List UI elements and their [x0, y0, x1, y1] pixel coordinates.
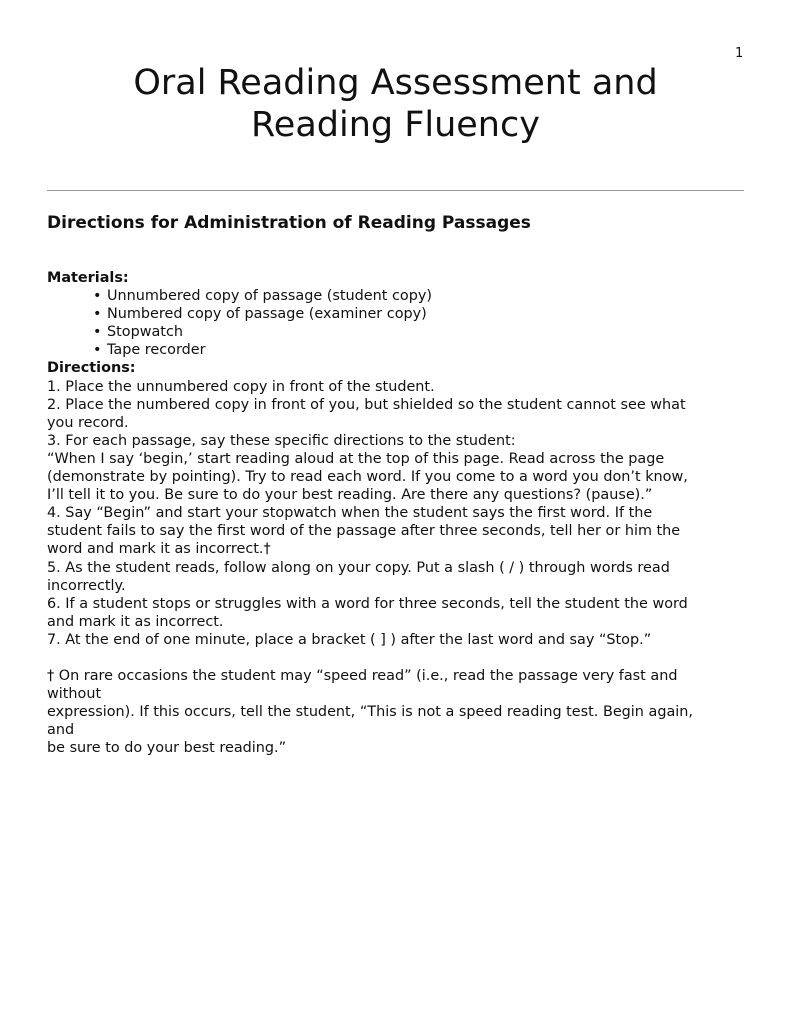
- list-item: [93, 287, 747, 305]
- footnote-line: expression). If this occurs, tell the student, “This is not a speed reading test. Begin again,: [47, 704, 693, 721]
- page-title: [47, 62, 744, 146]
- direction-line: I’ll tell it to you. Be sure to do your best reading. Are there any questions? (pause).”: [47, 487, 653, 504]
- direction-line: and mark it as incorrect.: [47, 613, 224, 630]
- footnote-line: without: [47, 686, 102, 703]
- list-item-text: Stopwatch: [107, 324, 183, 341]
- footnote-line: be sure to do your best reading.”: [47, 740, 287, 757]
- list-item: [93, 341, 747, 359]
- direction-line: 7. At the end of one minute, place a bracket ( ] ) after the last word and say “Stop.”: [47, 631, 652, 648]
- direction-line: 2. Place the numbered copy in front of you, but shielded so the student cannot see what: [47, 396, 686, 413]
- direction-line: 4. Say “Begin” and start your stopwatch when the student says the first word. If the: [47, 505, 653, 522]
- list-item: [93, 323, 747, 341]
- direction-line: “When I say ‘begin,’ start reading aloud at the top of this page. Read across the page: [47, 450, 665, 467]
- direction-line: 6. If a student stops or struggles with a word for three seconds, tell the student the word: [47, 595, 688, 612]
- footnote: [47, 667, 747, 757]
- directions-text: [47, 378, 747, 649]
- list-item: [93, 305, 747, 323]
- direction-line: student fails to say the first word of the passage after three seconds, tell her or him the: [47, 523, 681, 540]
- list-item-text: Unnumbered copy of passage (student copy): [107, 288, 432, 305]
- directions-label: Directions:: [47, 360, 136, 377]
- title-line: Reading Fluency: [251, 105, 540, 145]
- direction-line: 1. Place the unnumbered copy in front of the student.: [47, 378, 435, 395]
- horizontal-divider: [47, 190, 744, 191]
- direction-line: 5. As the student reads, follow along on your copy. Put a slash ( / ) through words read: [47, 559, 670, 576]
- page-number: 1: [735, 46, 744, 61]
- direction-line: 3. For each passage, say these specific directions to the student:: [47, 432, 516, 449]
- direction-line: you record.: [47, 414, 129, 431]
- list-item-text: Tape recorder: [107, 342, 206, 359]
- direction-line: incorrectly.: [47, 577, 126, 594]
- list-item-text: Numbered copy of passage (examiner copy): [107, 306, 427, 323]
- direction-line: word and mark it as incorrect.†: [47, 541, 271, 558]
- direction-line: (demonstrate by pointing). Try to read each word. If you come to a word you don’t know,: [47, 469, 688, 486]
- footnote-line: † On rare occasions the student may “speed read” (i.e., read the passage very fast and: [47, 668, 678, 685]
- section-heading: Directions for Administration of Reading Passages: [47, 213, 531, 233]
- title-line: Oral Reading Assessment and: [133, 63, 658, 103]
- materials-label: Materials:: [47, 270, 129, 286]
- footnote-line: and: [47, 722, 75, 739]
- paragraph-spacer: [47, 649, 747, 667]
- document-body: [47, 269, 747, 758]
- materials-list: [47, 287, 747, 359]
